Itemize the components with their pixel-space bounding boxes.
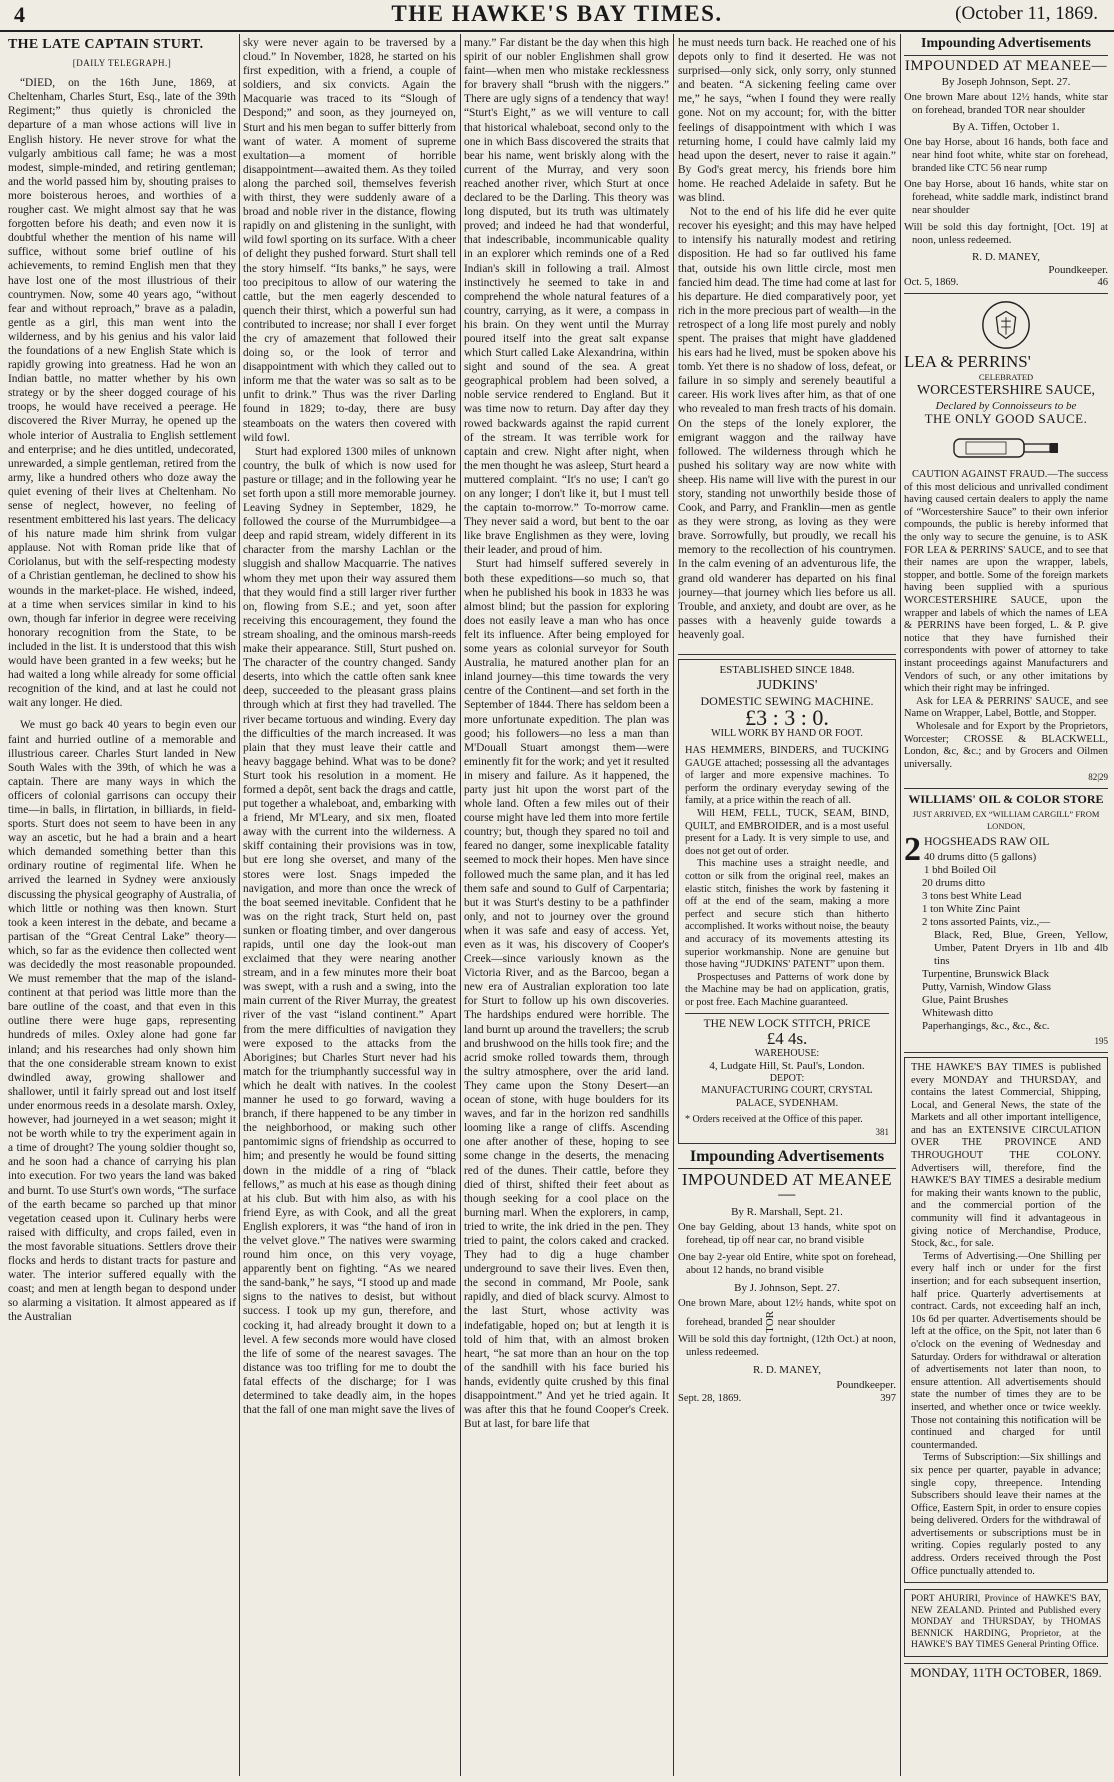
page-number: 4 <box>14 2 25 27</box>
impound-section-heading: Impounding Advertisements <box>921 36 1091 51</box>
impound-entry-text: One brown Mare, about 12½ hands, white spot on forehead, branded <box>678 1298 896 1329</box>
advert-ref: 381 <box>875 1127 889 1138</box>
warehouse-address: 4, Ludgate Hill, St. Paul's, London. <box>709 1060 865 1073</box>
impound-entry: One bay Horse, about 16 hands, both face and near hind foot white, white star on forehead, branded like CTC 56 near rump <box>904 136 1108 174</box>
lp-title: LEA & PERRINS' <box>904 352 1031 372</box>
issue-date: (October 11, 1869. <box>955 3 1098 24</box>
divider <box>904 55 1108 56</box>
column-rule <box>460 34 461 1776</box>
masthead <box>0 0 1114 32</box>
divider <box>904 1052 1108 1053</box>
column-1 <box>8 36 236 1776</box>
paper-intro: THE HAWKE'S BAY TIMES is published every MONDAY and THURSDAY, and contains the latest Commercial, Shipping, Local, and General News, the state of the Markets and all other important intelligence, and has an EXTENSIVE CIRCULATION OVER THE PROVINCE AND THROUGHOUT THE COLONY. Advertisers will, therefore, find the HAWKE'S BAY TIMES a desirable medium for making their wants known to the public, and the commercial portion of the community will find it advantageous in giving notice of Merchandise, Produce, Stock, &c., for sale. <box>911 1061 1101 1250</box>
williams-arrived: JUST ARRIVED, EX “WILLIAM CARGILL” FROM LONDON, <box>912 808 1100 832</box>
depot-address: MANUFACTURING COURT, CRYSTAL PALACE, SYDENHAM. <box>701 1085 873 1110</box>
lea-perrins-advert <box>904 298 1108 784</box>
article-paragraph: We must go back 40 years to begin even our faint and hurried outline of a memorable and illustrious career. Charles Sturt landed in New South Wales with the 39th, of which he was a captain. There are many ways in which the officers of colonial garrisons can occupy their time—in balls, in flirtation, in billiards, in field-sports. Sturt does not seem to have been in any way an ascetic, but he had a brain and a heart which demanded something better than this ordinary routine of regimental life. When he arrived the learned in Sydney were anxiously discussing the physical geography of Australia, of which little or nothing was then known. Sturt took a keen interest in the debate, and became a partisan of the “Great Central Lake” theory—which, so far as the evidence then collected went was decidedly the most reasonable propounded. We must remember that the map of the island-continent at that period was little more than the bare outline of the coast, and that even in this outline there were huge gaps, representing hundreds of miles. Oxley alone had gone far inland; and his researches had only shown him that the one considerable stream known to exist dwindled away, growing shallower and shallower, until it fairly spread out and lost itself under enormous reeds in a desolate marsh. Oxley, however, had journeyed in a wet season; might it not be worth while to try the experiment again in a time of drought? The young soldier thought so, and he soon had a chance of carrying his plan into execution. For two years the land was baked and burnt. To use Sturt's own words, “The surface of the earth became so parched up that minor vegetation ceased upon it. Culinary herbs were raised with difficulty, and crops failed, even in the most favorable situations. Settlers drove their flocks and herds to distant tracts for pasture and water. The interior suffered equally with the coast; and men at length began to despond under so alarming a visitation. It almost appeared as if the Australian <box>8 719 236 1324</box>
judkins-body: Prospectuses and Patterns of work done by the Machine may be had on application, gratis, or post free. Each Machine guaranteed. <box>685 971 889 1008</box>
depot-label: DEPOT: <box>769 1072 805 1084</box>
list-item: 40 drums ditto (5 gallons) <box>924 851 1037 864</box>
poundkeeper-name: R. D. MANEY, <box>753 1364 821 1377</box>
judkins-advert <box>678 659 896 1144</box>
divider <box>904 293 1108 294</box>
article-paragraph: many.” Far distant be the day when this high spirit of our nobler Englishmen shall grow faint—when men who mistake recklessness for bravery shall “brush with the niggers.” There are ugly signs of a tendency that way! “Sturt's Eight,” as we will venture to call that historical whaleboat, second only to the one in which Bass discovered the straits that bear his name, went briskly along with the current of the Murray, and very soon reached another river, which Sturt at once declared to be the Darling. This theory was long disputed, but its truth was ultimately proved; and indeed he had that wonderful, that indescribable, incommunicable quality in an explorer which reminds one of a Red Indian's skill in following a trail. Almost instinctively he seemed to take in and comprehend the whole natural features of a country, carrying, as it were, a compass in his brain. On they went until the Murray poured itself into the great salt expanse which Sturt called Lake Alexandrina, within sight and sound of the sea. A great geographical problem had been solved, a noble service rendered to England. But it was time now to return. Day after day they rowed backwards against the rapid current of the stream. It was terrible work for captain and crew. Night after night, when the men thought he was asleep, Sturt heard a muttered complaint. “It's no use; I can't go on any longer; I don't like it, but I must tell the captain to-morrow.” To-morrow came. They never said a word, but bent to the oar like brave Englishmen as they were, loving their leader, and proud of him. <box>464 37 669 557</box>
judkins-product: DOMESTIC SEWING MACHINE. <box>700 694 874 709</box>
williams-items <box>904 851 1108 1033</box>
column-rule <box>673 34 674 1776</box>
judkins-established: ESTABLISHED SINCE 1848. <box>719 664 855 677</box>
column-rule <box>900 34 901 1776</box>
paper-terms: Terms of Advertising.—One Shilling per every half inch or under for the first insertion; and for each subsequent insertion, half price. Quarterly advertisements at contract. Cards, not exceeding half an inch, 10s 6d per quarter. Advertisements should be left at the office, on the Spit, not later than 6 o'clock on the evening of Wednesday and Saturday. Orders for withdrawal or alteration of advertisements not later than noon, to ensure attention. All advertisements should state the number of times they are to be inserted, and whether once or twice weekly. Those not containing this notification will be continued and charged for until countermanded. <box>911 1250 1101 1451</box>
impound-footer <box>678 1392 896 1406</box>
judkins-work: WILL WORK BY HAND OR FOOT. <box>711 728 863 740</box>
judkins-price: £3 : 3 : 0. <box>745 704 829 730</box>
lp-caution: CAUTION AGAINST FRAUD.—The success of this most delicious and unrivalled condiment having caused certain dealers to apply the name of “Worcestershire Sauce” to their own inferior compounds, the public is hereby informed that the only way to secure the genuine, is to ASK FOR LEA & PERRINS' SAUCE, and to see that their names are upon the wrapper, labels, stopper, and bottle. Some of the foreign markets having been supplied with a spurious WORCESTERSHIRE SAUCE, upon the wrapper and labels of which the names of LEA & PERRINS have been forged, L. & P. give notice that they have furnished their correspondents with power of attorney to take instant proceedings against Manufacturers and Vendors of such, or any other imitations by which their right may be infringed. <box>904 469 1108 695</box>
list-item: 2 tons assorted Paints, viz.,— <box>922 916 1051 929</box>
williams-hogsheads-label: HOGSHEADS RAW OIL <box>924 833 1050 848</box>
impound-sale-notice: Will be sold this day fortnight, (12th Oct.) at noon, unless redeemed. <box>678 1333 896 1358</box>
list-item: Glue, Paint Brushes <box>922 994 1009 1007</box>
impound-date: Oct. 5, 1869. <box>904 276 959 288</box>
lp-celebrated: CELEBRATED <box>978 371 1034 382</box>
article-paragraph: Sturt had explored 1300 miles of unknown country, the bulk of which is now used for pasture or tillage; and in the following year he set forth upon a still more memorable journey. Leaving Sydney in September, 1829, he followed the course of the Murrumbidgee—a deep and rapid stream, widely different in its character from the marshy Lachlan or the sluggish and shallow Macquarrie. The natives whom they met upon their way assured them that they would find a still larger river further on, flowing from S.E.; and yet, soon after receiving this encouragement, they found the stream shoaling, and the ominous marsh-reeds make their appearance. Still, Sturt pushed on. The character of the country changed. Sandy deserts, into which the cattle often sank knee deep, succeeded to the pleasant grass plains through which at first they had travelled. The river became tortuous and winding. Every day the difficulties of the march increased. It was plain that they must leave their cattle and heavy baggage behind. What was to be done? Sturt took his resolution in a moment. He formed a depôt, sent back the drags and cattle, put together a whaleboat, and, embarking with a friend, Mr M'Leary, and six men, floated away with the current into the wilderness. A skiff containing their provisions was in tow, but ere long she overset, and many of the stores were lost. Snags impeded the navigation, and more than once the wreck of the boat seemed inevitable. Confident that he was on the right track, Sturt held on, past sunken or floating timber, and over dangerous rapids, until one day the look-out man exclaimed that they were nearing another stream, and in a few minutes more their boat was swept, with a rush and a swing, into the main current of the River Murray, the greatest river of the vast “island continent.” Apart from the mere difficulties of navigation they were exposed to the attacks from the Aborigines; but Charles Sturt never had his match for the triumphantly successful way in which he dealt with natives. In the coolest manner he used to go forward, waving a branch, if there happened to be any timber in the neighborhood, or making such other pantomimic signs of friendship as occurred to him; and presently he would be found sitting down in the middle of a ring of “black fellows,” as much at his ease as though dining at his club. But with him also, as with his friend Eyre, as with Cook, and all the great English explorers, it was “the hand of iron in the velvet glove.” The natives were swarming round him once, on this very voyage, apparently bent on fighting. “As we neared the sand-bank,” he says, “I stood up and made signs to the natives to desist, but without success. I took up my gun, therefore, and cocking it, had already brought it down to a level. A few seconds more would have closed the life of some of the nearest savages. The distance was too trifling for me to doubt the fatal effects of the discharge; for I was determined to take deadly aim, in the hopes that the fall of one man might save the lives of <box>243 445 456 1417</box>
impound-by: By R. Marshall, Sept. 21. <box>731 1206 843 1219</box>
impound-title: IMPOUNDED AT MEANEE— <box>904 57 1108 74</box>
column-rule <box>239 34 240 1776</box>
lp-declared: Declared by Connoisseurs to be <box>935 399 1077 412</box>
list-item: 1 ton White Zinc Paint <box>922 903 1021 916</box>
impound-entry-text: near shoulder <box>777 1317 836 1329</box>
judkins-body: Will HEM, FELL, TUCK, SEAM, BIND, QUILT, and EMBROIDER, and is a most useful present for a Lady. It is very simple to use, and does not get out of order. <box>685 807 889 857</box>
list-item: Paperhangings, &c., &c., &c. <box>922 1020 1050 1033</box>
advert-ref: 46 <box>1097 276 1108 288</box>
newspaper-title: THE HAWKE'S BAY TIMES. <box>391 1 723 26</box>
impound-date: Sept. 28, 1869. <box>678 1392 742 1404</box>
impound-by: By Joseph Johnson, Sept. 27. <box>941 76 1071 89</box>
impound-section-heading: Impounding Advertisements <box>689 1147 885 1165</box>
column-4 <box>678 36 896 1776</box>
williams-advert <box>904 793 1108 1048</box>
column-5 <box>904 36 1108 1776</box>
footer-date: MONDAY, 11TH OCTOBER, 1869. <box>904 1663 1108 1680</box>
impound-by: By J. Johnson, Sept. 27. <box>734 1282 840 1295</box>
poundkeeper-role: Poundkeeper. <box>836 1378 896 1391</box>
williams-initial: 2 <box>904 830 921 868</box>
advert-ref: 397 <box>880 1392 896 1404</box>
brand-mark: TOR <box>764 1311 777 1334</box>
list-item: 3 tons best White Lead <box>922 890 1022 903</box>
list-item: Putty, Varnish, Window Glass <box>922 981 1051 994</box>
list-item: Whitewash ditto <box>922 1007 994 1020</box>
impound-sale-notice: Will be sold this day fortnight, [Oct. 19] at noon, unless redeemed. <box>904 221 1108 246</box>
lp-only: THE ONLY GOOD SAUCE. <box>924 410 1088 426</box>
royal-crest-icon <box>979 298 1033 352</box>
impound-entry: One bay 2-year old Entire, white spot on forehead, about 12 hands, no brand visible <box>678 1251 896 1276</box>
article-source: [DAILY TELEGRAPH.] <box>72 58 172 69</box>
lock-stitch-price: £4 4s. <box>766 1029 808 1049</box>
divider <box>678 654 896 655</box>
article-paragraph: Sturt had himself suffered severely in both these expeditions—so much so, that when he published his book in 1833 he was almost blind; but the passion for exploring does not easily leave a man who has once felt its influence. After being employed for some years as colonial surveyor for South Australia, he matured another plan for an inland journey—this time towards the very centre of the Continent—and set forth in the September of 1844. There has seldom been a more unfortunate expedition. The plan was good; his followers—no less a man than M'Douall Stuart amongst them—were eminently fit for the work; and yet it resulted in misery and failure. As it happened, the party just hit upon the worst part of the whole land. Often a few miles out of their course might have led them into more fertile country; but, though they spared no toil and feared no danger, some inexplicable fatality seemed to mock their hopes. Men have since followed much the same plan, and it has led them safe and sound to Gulf of Carpentaria; but it was Sturt's destiny to be a pathfinder only, and not to journey over the ground when it was safe and easy of access. Yet, even as it was, his discovery of Cooper's Creek—since variously known as the Victoria River, and as the Barcoo, began a new era of Australian exploration too late for Sturt to follow up his own discoveries. The hardships endured were horrible. The land burnt up around the travellers; the scrub and brushwood on the hills took fire; and the acrid smoke rolled towards them, through the sultry atmosphere, over the arid land. They came upon the Stony Desert—an ocean of stone, with huge boulders for its waves, and far in the horizon red sandhills looming like a range of cliffs. Ascending one after another of these, hoping to see some change in the deserts, the menacing red of the dunes. Their cattle, before they died of thirst, shifted their feet about as though seeking for a cool place on the burning marl. When the explorers, in camp, tried to write, the ink dried in the pen. They tried to paint, the colors caked and cracked. They had to dig a huge chamber underground to save their lives. Even then, the second in command, Mr Poole, sank rapidly, and died of black scurvy. Almost to the last Sturt, whose activity was indefatigable, hoped on; but at length it is told of him that, with an almost broken heart, “he sat more than an hour on the top of the sandhill with his face buried his hands, evidently quite crushed by this final disappointment.” And yet he tried again. It was after this that he found Cooper's Creek. But at last, for bare life that <box>464 558 669 1431</box>
paper-notice <box>904 1057 1108 1583</box>
impound-entry: One bay Gelding, about 13 hands, white spot on forehead, tip off near car, no brand visible <box>678 1222 896 1246</box>
judkins-body: This machine uses a straight needle, and cotton or silk from the original reel, makes an elastic stitch, finishes the work by fastening it off at the end of the seam, making a more perfect and secure stich than hitherto accomplished. It works without noise, the beauty and accuracy of its movements attesting its superior workmanship. None are genuine but those having “JUDKINS' PATENT” upon them. <box>685 858 889 971</box>
imprint: PORT AHURIRI, Province of HAWKE'S BAY, NEW ZEALAND. Printed and Published every MONDAY and THURSDAY, by THOMAS BENNICK HARDING, Proprietor, at the HAWKE'S BAY TIMES General Printing Office. <box>904 1589 1108 1657</box>
impound-entry: One bay Horse, about 16 hands, white star on forehead, white saddle mark, indistinct brand near shoulder <box>904 179 1108 216</box>
column-2 <box>243 36 456 1776</box>
list-item: Turpentine, Brunswick Black <box>922 968 1050 981</box>
article-heading: THE LATE CAPTAIN STURT. <box>8 37 204 52</box>
list-item: 20 drums ditto <box>922 877 985 890</box>
article-paragraph: he must needs turn back. He reached one of his depots only to find it deserted. He was not surprised—only sick, only sorry, only stunned and beaten. “A sickening feeling came over me,” he says, “when I found they were really gone. Not on my account; for, with the bitter feelings of disappointment with which I was returning home, I could have calmly laid my head upon the desert, never to raise it again.” By God's great mercy, his friends bore him home. He reached Adelaide in safety. But he was blind. <box>678 37 896 205</box>
warehouse-label: WAREHOUSE: <box>754 1047 820 1059</box>
divider <box>904 788 1108 789</box>
impound-entry: One brown Mare about 12½ hands, white star on forehead, branded TOR near shoulder <box>904 91 1108 116</box>
list-item: Black, Red, Blue, Green, Yellow, Umber, Patent Dryers in 1lb and 4lb tins <box>934 929 1108 968</box>
lp-ask: Ask for LEA & PERRINS' SAUCE, and see Name on Wrapper, Label, Bottle, and Stopper. <box>904 695 1108 720</box>
impound-footer <box>904 277 1108 290</box>
williams-title: WILLIAMS' OIL & COLOR STORE <box>908 791 1104 806</box>
sauce-bottle-icon <box>946 429 1066 465</box>
paper-subscription: Terms of Subscription:—Six shillings and six pence per quarter, payable in advance; single copy, threepence. Intending Subscribers should leave their names at the Office, Eastern Spit, in order to ensure copies being delivered. Orders for the withdrawal of advertisements or subscriptions must be in writing. Copies regularly posted to any address. Orders received through the Post Office punctually attended to. <box>911 1452 1101 1577</box>
article-paragraph: Not to the end of his life did he ever quite recover his eyesight; and this may have helped to intensify his naturally modest and retiring disposition. He had so far outlived his fame that, outside his own little circle, most men fancied him dead. The time had come at last for his departure. He died comparatively poor, yet rich in the more precious part of wealth—in the retrospect of a long life most purely and nobly spent. The praises that might have gladdened his ears had he lived, must be spoken above his tomb. Yet there is no shadow of loss, defeat, or failure in so simply and serenely beautiful a career. His work lives after him, as that of one who revealed to man fresh tracts of his domain. On the steps of the lonely explorer, the emigrant waggon and the railway have followed. The wilderness through which he pushed his solitary way are now white with sheep. His name will live with the purest in our story, standing not unworthily beside those of Cook, and Parry, and Franklin—men as gentle as they were strong, as loving as they were brave. Sorrowfully, but proudly, we recall his memory to the recollection of his countrymen. In the calm evening of an adventurous life, the grand old wanderer has departed on his final journey—that journey which lies before us all. Trouble, and anxiety, and doubt are over, as he passes with a heavenly guide towards a heavenly goal. <box>678 206 896 641</box>
impound-entry <box>678 1298 896 1334</box>
article-paragraph: “DIED, on the 16th June, 1869, at Cheltenham, Charles Sturt, Esq., late of the 39th Regiment;” thus quietly is chronicled the departure of a man whose actions will live in English history. He never strove for what the vulgarly ambitious call fame; he was a most modest, simple-minded, and retiring gentleman; and the world passed him by, shouting praises to more boisterous heroes, and worthies of a rougher cast. We might almost say that he was forgotten before his death; and even now it is doubtful whether the mention of his name will suffice, without some brief outline of his achievements, to remind English men that they have lost one of the most illustrious of their countrymen. Now, some 40 years ago, “without fear and without reproach,” brave as a paladin, gentle as a girl, this man went into the wilderness, and by his genius and his valor laid the foundations of a new English State which is rapidly growing into greatness. Had he won an Indian battle, no matter whether by his own strategy or by the sheer dogged courage of his troops, he would have received a peerage. He discovered the River Murray, he opened up the whole interior of Australia to English settlement and enterprise; and he dies untitled, undecorated, unrewarded, a simple gentleman, retired from the army, like a hundred others who doze away the quiet evening of their lives at Cheltenham. No sense of neglect, however, no feeling of resentment embittered his last years. The delicacy of his nature made him shrink from vulgar applause. Not with Roman pride like that of Coriolanus, but with the self-respecting modesty of a Christian gentleman, he declined to show his wounds in the market-place. He wished, indeed, at a time when services similar in kind to his own, though far inferior in degree were receiving honorary recognition from the State, to be included in the list. It is understood that this wish would have been granted in a few weeks; but he had waited a long while already for some official recognition of the kind, and at last he could not wait any longer. He died. <box>8 77 236 710</box>
lock-stitch: THE NEW LOCK STITCH, PRICE <box>703 1018 871 1031</box>
article-paragraph: sky were never again to be traversed by a cloud.” In November, 1828, he started on his first expedition, with a friend, a couple of soldiers, and six convicts. Again the Macquarie was traced to its “Slough of Despond;” and soon, as they journeyed on, Sturt and his men began to suffer bitterly from want of water. A moment of supreme exultation—a moment of horrible disappointment—awaited them. As they toiled along the parched soil, themselves feverish with thirst, they were suddenly aware of a broad and noble river in the distance, flowing rapidly on and glistening in the sunlight, with wild fowl sporting on its surface. With a cheer of delight they pushed forward. Sturt shall tell the story himself. “Its banks,” he says, were too precipitous to allow of our watering the cattle, but the men eagerly descended to quench their thirst, which a powerful sun had contributed to increase; nor shall I ever forget the cry of amazement that followed their doing so, or the look of terror and disappointment with which they called out to inform me that the water was so salt as to be unfit to drink.” Thus was the river Darling found in 1829; to-day, there are busy steamboats on the waters then covered with wild fowl. <box>243 37 456 444</box>
advert-ref: 82|29 <box>1088 772 1108 783</box>
orders-note: * Orders received at the Office of this paper. <box>685 1113 863 1125</box>
poundkeeper-role: Poundkeeper. <box>1048 263 1108 276</box>
judkins-name: JUDKINS' <box>756 677 818 693</box>
impound-by: By A. Tiffen, October 1. <box>952 121 1060 134</box>
lp-product: WORCESTERSHIRE SAUCE, <box>916 383 1096 399</box>
divider <box>678 1168 896 1169</box>
lp-wholesale: Wholesale and for Export by the Proprietors, Worcester; CROSSE & BLACKWELL, London, &c, &c.; and by Grocers and Oilmen universally. <box>904 720 1108 770</box>
poundkeeper-name: R. D. MANEY, <box>972 251 1040 264</box>
column-3 <box>464 36 669 1776</box>
judkins-body: HAS HEMMERS, BINDERS, and TUCKING GAUGE attached; possessing all the advantages of larger and more expensive machines. To perform the ordinary everyday sewing of the family, at a price within the reach of all. <box>685 745 889 807</box>
impound-title: IMPOUNDED AT MEANEE— <box>681 1169 893 1203</box>
list-item: 1 bhd Boiled Oil <box>924 864 997 877</box>
divider <box>685 1013 889 1014</box>
advert-ref: 195 <box>1094 1036 1108 1047</box>
